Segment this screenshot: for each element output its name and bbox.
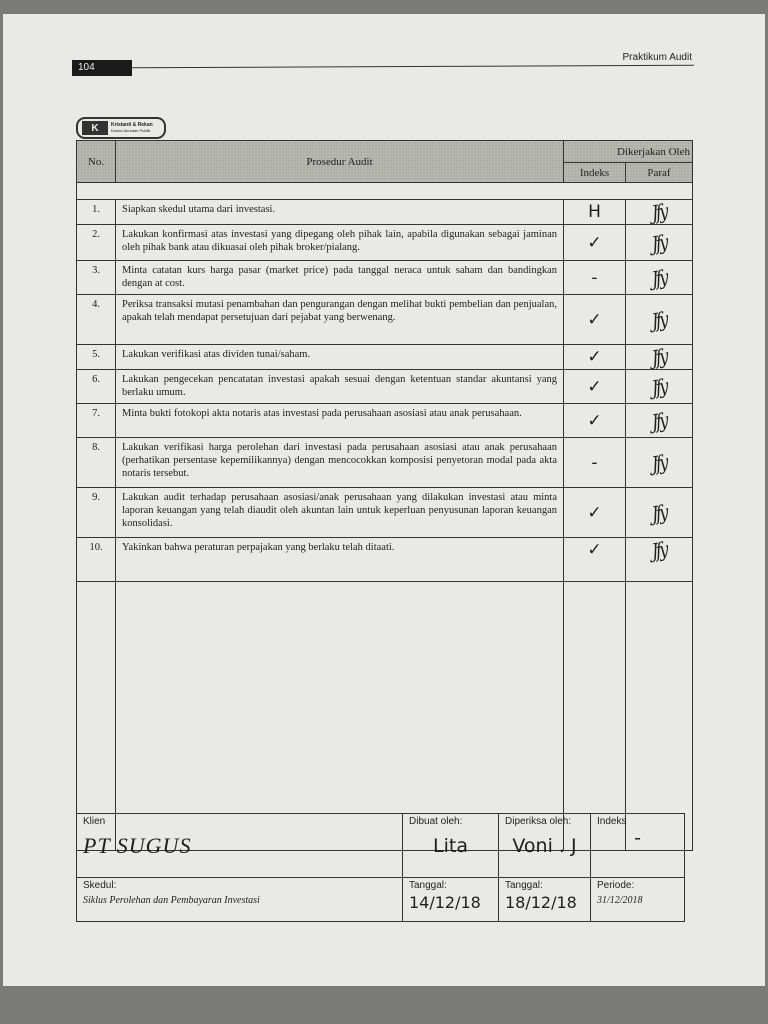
procedure-text: Siapkan skedul utama dari investasi. xyxy=(116,200,564,225)
table-row xyxy=(77,295,693,345)
index-mark: - xyxy=(564,438,626,488)
initial-value: Jfy xyxy=(650,407,668,434)
row-number: 4. xyxy=(77,295,116,345)
index-mark: ✓ xyxy=(564,345,626,370)
procedure-text: Minta catatan kurs harga pasar (market price) pada tanggal neraca untuk saham dan bandingkan dengan at cost. xyxy=(116,261,564,295)
header-no: No. xyxy=(77,141,116,183)
firm-logo xyxy=(76,117,166,139)
schedule-cell xyxy=(77,878,403,922)
procedure-text: Lakukan konfirmasi atas investasi yang dipegang oleh pihak lain, apabila digunakan sebagai jaminan oleh pihak bank atau dikuasai oleh pihak broker/pialang. xyxy=(116,225,564,261)
row-number: 3. xyxy=(77,261,116,295)
initial-signature xyxy=(626,538,693,582)
index-label: Indeks xyxy=(597,816,627,827)
date2-label: Tanggal: xyxy=(505,880,543,891)
initial-value: Jfy xyxy=(650,343,668,371)
index-mark: ✓ xyxy=(564,488,626,538)
checked-by-value: Voni . J xyxy=(512,835,577,857)
schedule-value: Siklus Perolehan dan Pembayaran Investasi xyxy=(83,895,260,906)
made-by-cell xyxy=(403,814,499,878)
audit-procedure-table xyxy=(76,140,693,851)
table-row xyxy=(77,538,693,582)
date1-label: Tanggal: xyxy=(409,880,447,891)
header-done-by: Dikerjakan Oleh xyxy=(564,141,693,163)
procedure-text: Minta bukti fotokopi akta notaris atas investasi pada perusahaan asosiasi atau anak perusahaan. xyxy=(116,404,564,438)
made-by-label: Dibuat oleh: xyxy=(409,816,463,827)
row-number: 1. xyxy=(77,200,116,225)
initial-signature xyxy=(626,370,693,404)
initial-signature xyxy=(626,488,693,538)
schedule-label: Skedul: xyxy=(83,880,117,891)
initial-value: Jfy xyxy=(650,198,668,226)
index-value: - xyxy=(634,827,641,849)
checked-by-cell xyxy=(499,814,591,878)
index-mark: ✓ xyxy=(564,538,626,582)
period-value: 31/12/2018 xyxy=(597,895,643,906)
row-number: 6. xyxy=(77,370,116,404)
index-mark: ✓ xyxy=(564,295,626,345)
date2-cell xyxy=(499,878,591,922)
client-cell xyxy=(77,814,403,878)
initial-value: Jfy xyxy=(650,264,668,291)
index-mark: - xyxy=(564,261,626,295)
logo-name: Kristanti & Rekan xyxy=(111,122,153,128)
row-number: 5. xyxy=(77,345,116,370)
period-cell xyxy=(591,878,685,922)
table-row xyxy=(77,370,693,404)
initial-value: Jfy xyxy=(650,536,668,564)
procedure-text: Lakukan audit terhadap perusahaan asosiasi/anak perusahaan yang dilakukan investasi atau minta laporan keuangan yang telah diaudit oleh akuntan lain untuk keperluan penyusunan laporan keuangan konsolidasi. xyxy=(116,488,564,538)
table-row xyxy=(77,261,693,295)
table-row xyxy=(77,225,693,261)
row-number: 8. xyxy=(77,438,116,488)
logo-text xyxy=(111,122,153,134)
initial-value: Jfy xyxy=(650,449,668,476)
table-spacer xyxy=(77,183,693,200)
initial-signature xyxy=(626,200,693,225)
client-label: Klien xyxy=(83,816,106,827)
date1-value: 14/12/18 xyxy=(409,893,481,912)
row-number: 10. xyxy=(77,538,116,582)
initial-value: Jfy xyxy=(650,306,668,333)
header-initial: Paraf xyxy=(626,163,693,183)
period-label: Periode: xyxy=(597,880,635,891)
procedure-text: Lakukan pengecekan pencatatan investasi apakah sesuai dengan ketentuan standar akuntansi yang berlaku umum. xyxy=(116,370,564,404)
table-row xyxy=(77,404,693,438)
procedure-text: Lakukan verifikasi harga perolehan dari investasi pada perusahaan asosiasi atau anak perusahaan (perhatikan persentase kepemilikannya) dengan mencocokkan komposisi penyetoran modal pada akta notaris tersebut. xyxy=(116,438,564,488)
initial-signature xyxy=(626,295,693,345)
initial-value: Jfy xyxy=(650,373,668,400)
row-number: 9. xyxy=(77,488,116,538)
header-procedure: Prosedur Audit xyxy=(116,141,564,183)
initial-signature xyxy=(626,404,693,438)
initial-signature xyxy=(626,261,693,295)
table-row xyxy=(77,200,693,225)
date2-value: 18/12/18 xyxy=(505,893,577,912)
initial-signature xyxy=(626,225,693,261)
procedure-text: Periksa transaksi mutasi penambahan dan pengurangan dengan melihat bukti pembelian dan penjualan, apakah telah mendapat persetujuan dari pejabat yang berwenang. xyxy=(116,295,564,345)
row-number: 7. xyxy=(77,404,116,438)
initial-value: Jfy xyxy=(650,229,668,256)
initial-value: Jfy xyxy=(650,499,668,526)
page-number: 104 xyxy=(72,60,132,76)
index-mark: H xyxy=(564,200,626,225)
index-mark: ✓ xyxy=(564,225,626,261)
initial-signature xyxy=(626,438,693,488)
checked-by-label: Diperiksa oleh: xyxy=(505,816,572,827)
date1-cell xyxy=(403,878,499,922)
workpaper-footer xyxy=(76,813,685,922)
logo-subtitle: Kantor Akuntan Publik xyxy=(111,128,151,133)
table-row xyxy=(77,488,693,538)
row-number: 2. xyxy=(77,225,116,261)
client-name: PT SUGUS xyxy=(83,833,192,858)
logo-mark: K xyxy=(82,121,108,135)
index-mark: ✓ xyxy=(564,370,626,404)
table-row xyxy=(77,345,693,370)
procedure-text: Lakukan verifikasi atas dividen tunai/saham. xyxy=(116,345,564,370)
index-mark: ✓ xyxy=(564,404,626,438)
initial-signature xyxy=(626,345,693,370)
header-index: Indeks xyxy=(564,163,626,183)
table-row xyxy=(77,438,693,488)
index-cell xyxy=(591,814,685,878)
table-empty-area xyxy=(77,582,693,851)
procedure-text: Yakinkan bahwa peraturan perpajakan yang berlaku telah ditaati. xyxy=(116,538,564,582)
book-title: Praktikum Audit xyxy=(622,52,692,63)
made-by-value: Lita xyxy=(433,835,468,857)
